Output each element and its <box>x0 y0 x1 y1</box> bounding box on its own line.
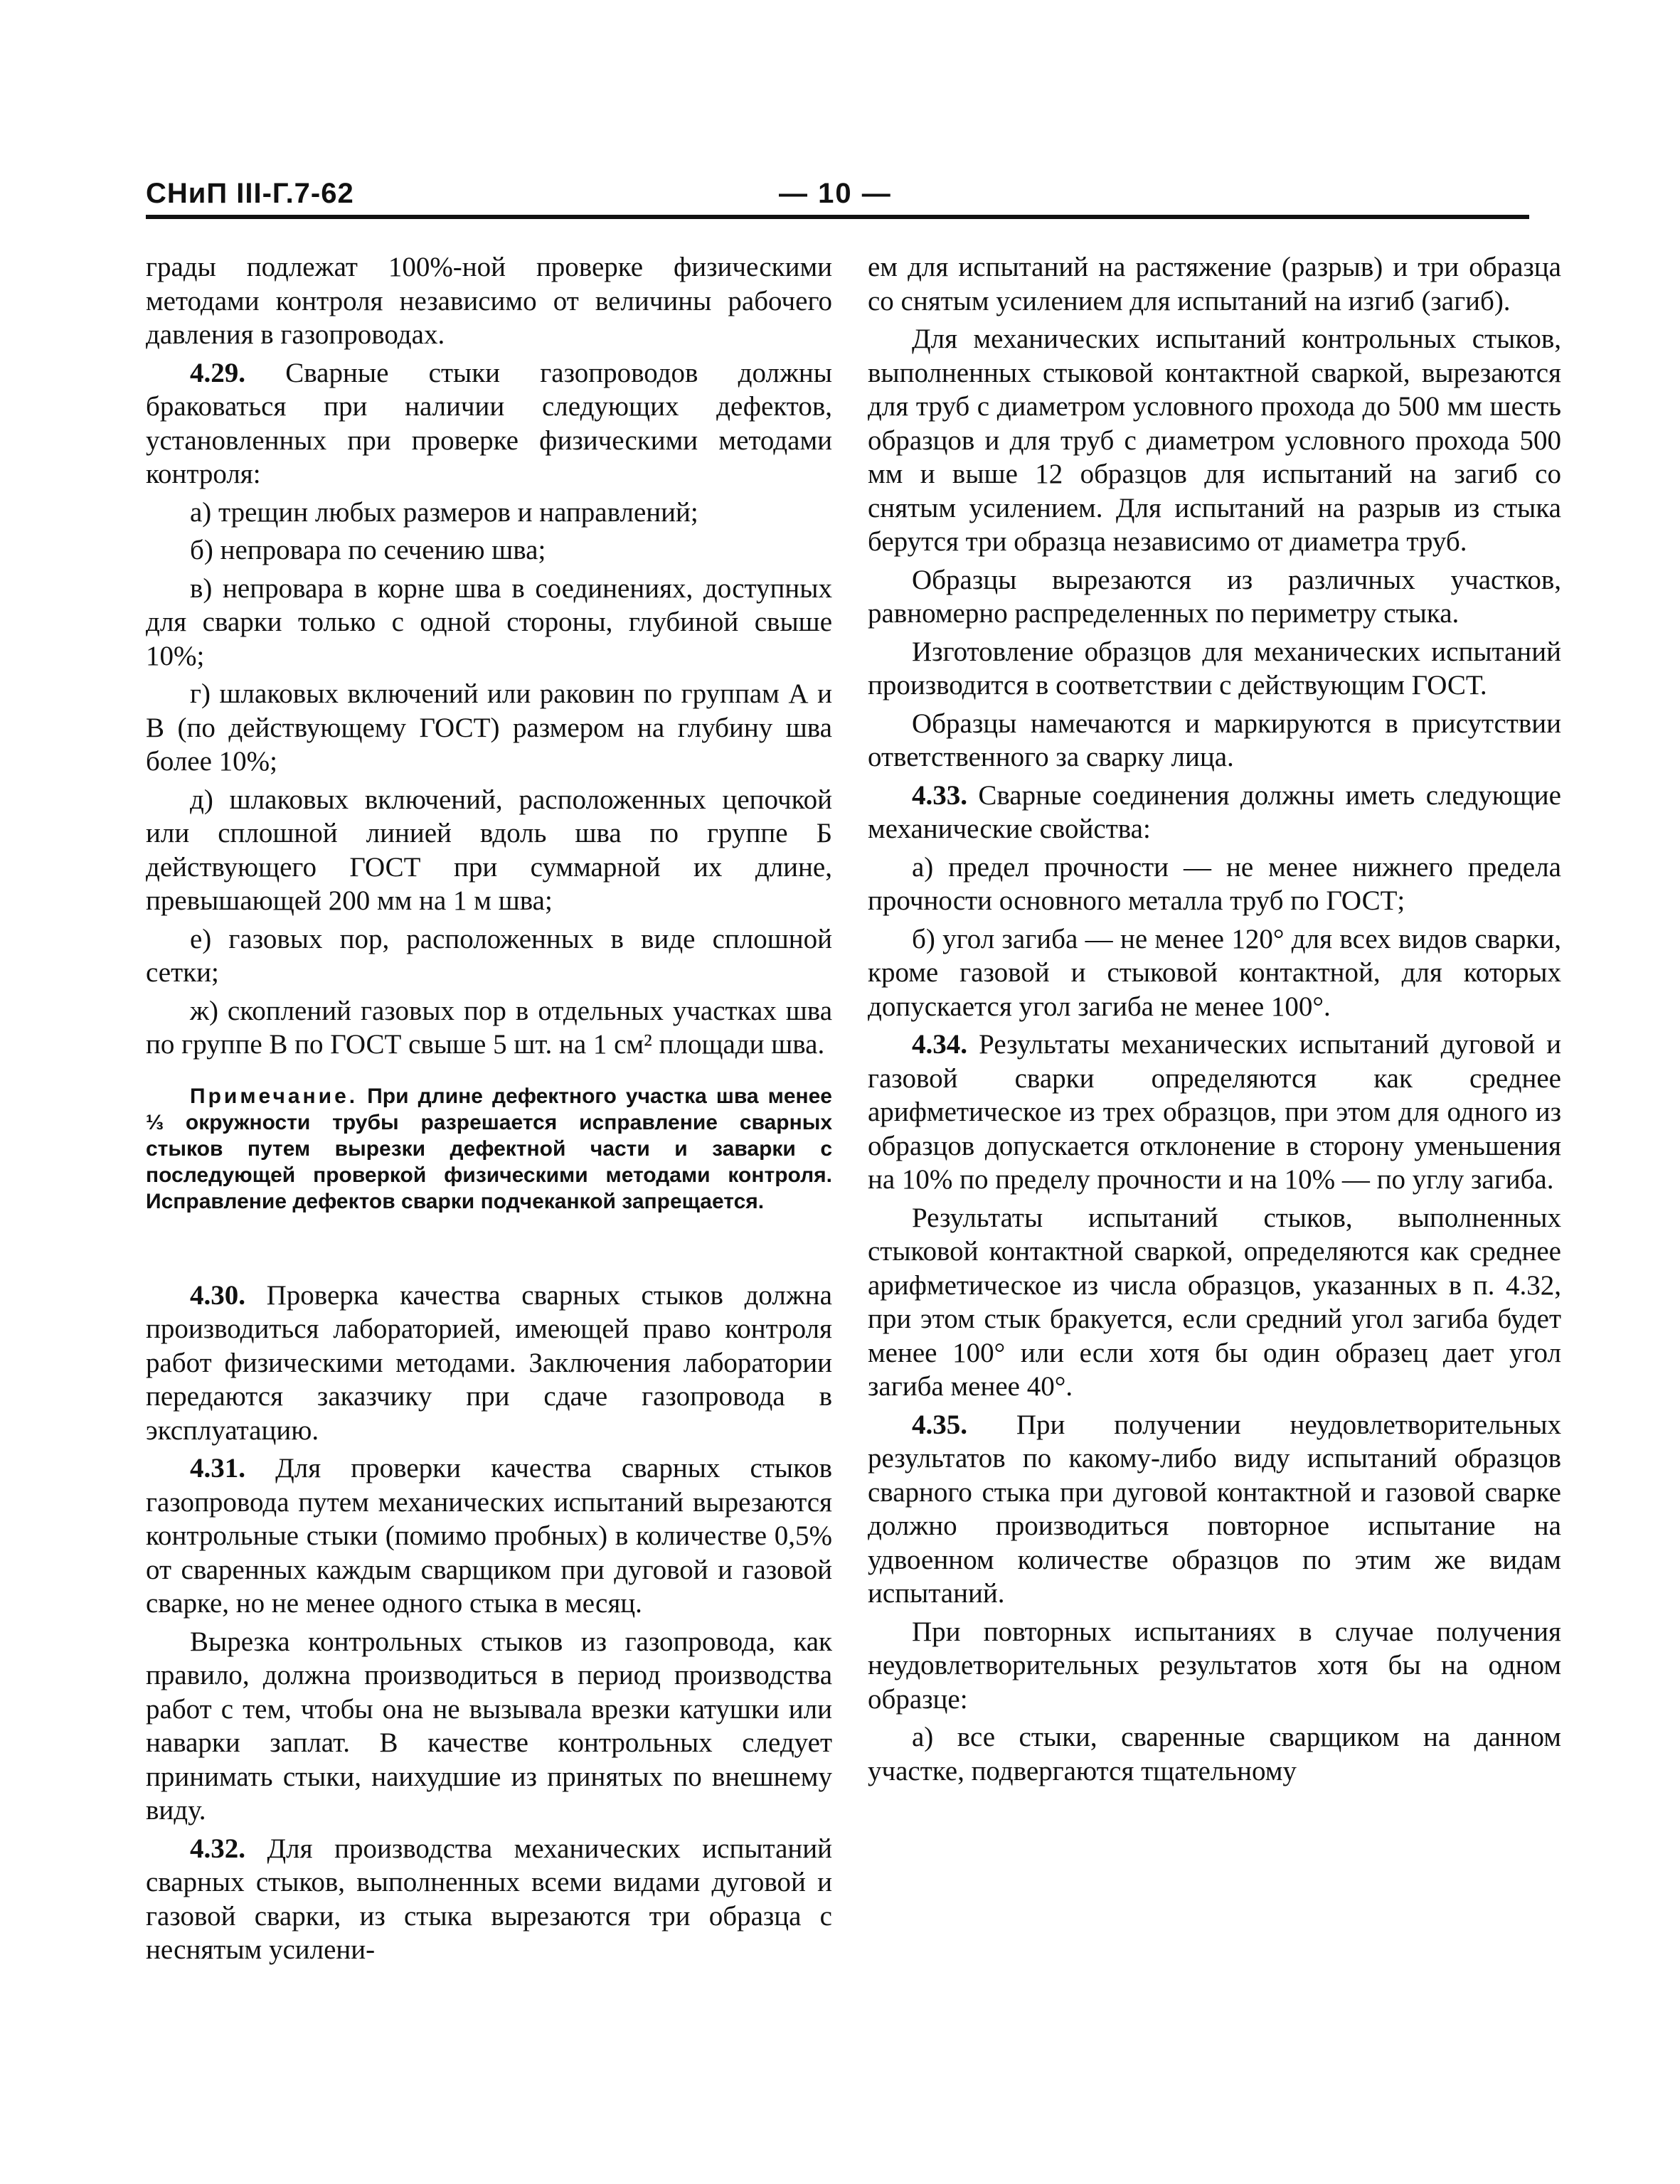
clause-text: Сварные стыки газопроводов должны браковаться при наличии следующих дефектов, установленных при проверке физическими методами контроля: <box>146 357 832 489</box>
right-column <box>868 250 1561 1788</box>
repeat-test-item-a: а) все стыки, сваренные сварщиком на данном участке, подвергаются тщательному <box>868 1722 1561 1786</box>
clause-4-31-continued: Вырезка контрольных стыков из газопровода, как правило, должна производиться в период производства работ с тем, чтобы она не вызывала врезки катушки или наварки заплат. В качестве контрольных следует принимать стыки, наихудшие из принятых по внешнему виду. <box>146 1626 832 1826</box>
clause-4-35 <box>868 1408 1561 1611</box>
note-paragraph <box>146 1083 832 1215</box>
left-column <box>146 250 832 1971</box>
clause-4-35-continued: При повторных испытаниях в случае получения неудовлетворительных результатов хотя бы на одном образце: <box>868 1616 1561 1715</box>
clause-4-33 <box>868 779 1561 846</box>
clause-number: 4.33. <box>912 779 967 811</box>
clause-text: Для проверки качества сварных стыков газопровода путем механических испытаний вырезаются контрольные стыки (помимо пробных) в количестве 0,5% от сваренных каждым сварщиком при дуговой и газовой сварке, но не менее одного стыка в месяц. <box>146 1453 832 1619</box>
clause-4-29 <box>146 356 832 491</box>
clause-number: 4.29. <box>190 357 245 388</box>
clause-number: 4.35. <box>912 1409 967 1440</box>
clause-number: 4.30. <box>190 1279 245 1311</box>
paragraph-sample-manufacture: Изготовление образцов для механических испытаний производится в соответствии с действующим ГОСТ. <box>868 636 1561 701</box>
defect-item-g: г) шлаковых включений или раковин по группам А и В (по действующему ГОСТ) размером на глубину шва более 10%; <box>146 678 832 777</box>
clause-4-31 <box>146 1451 832 1621</box>
clause-4-30 <box>146 1279 832 1448</box>
page-number: — 10 — <box>779 178 892 209</box>
clause-number: 4.32. <box>190 1833 245 1864</box>
clause-text: Для производства механических испытаний сварных стыков, выполненных всеми видами дуговой и газовой сварки, из стыка вырезаются три образца с неснятым усилени- <box>146 1833 832 1965</box>
defect-item-b: б) непровара по сечению шва; <box>190 535 546 565</box>
defect-item-e: е) газовых пор, расположенных в виде сплошной сетки; <box>146 923 832 988</box>
paragraph-sample-marking: Образцы намечаются и маркируются в присутствии ответственного за сварку лица. <box>868 708 1561 772</box>
clause-number: 4.34. <box>912 1029 967 1060</box>
defect-item-zh: ж) скоплений газовых пор в отдельных участках шва по группе В по ГОСТ свыше 5 шт. на 1 см² площади шва. <box>146 995 832 1060</box>
note-label: Примечание. <box>190 1084 358 1108</box>
property-item-b: б) угол загиба — не менее 120° для всех видов сварки, кроме газовой и стыковой контактной, для которых допускается угол загиба не менее 100°. <box>868 923 1561 1022</box>
paragraph-sample-cutting: Образцы вырезаются из различных участков, равномерно распределенных по периметру стыка. <box>868 564 1561 629</box>
clause-number: 4.31. <box>190 1453 245 1483</box>
header-rule <box>146 215 1529 219</box>
paragraph-continued: ем для испытаний на растяжение (разрыв) и три образца со снятым усилением для испытаний на изгиб (загиб). <box>868 252 1561 316</box>
clause-text: При получении неудовлетворительных результатов по какому-либо виду испытаний образцов сварного стыка при дуговой контактной и газовой сварке должно производиться повторное испытание на удвоенном количестве образцов по этим же видам испытаний. <box>868 1409 1561 1609</box>
paragraph-continued: грады подлежат 100%-ной проверке физическими методами контроля независимо от величины рабочего давления в газопроводах. <box>146 252 832 350</box>
defect-item-a: а) трещин любых размеров и направлений; <box>190 496 698 528</box>
note-block <box>146 1083 832 1215</box>
clause-4-34-continued: Результаты испытаний стыков, выполненных стыковой контактной сваркой, определяются как среднее арифметическое из числа образцов, указанных в п. 4.32, при этом стык бракуется, если средний угол загиба будет менее 100° или если хотя бы один образец дает угол загиба менее 40°. <box>868 1202 1561 1402</box>
clause-4-32 <box>146 1832 832 1967</box>
clause-text: Проверка качества сварных стыков должна производиться лабораторией, имеющей право контроля работ физическими методами. Заключения лаборатории передаются заказчику при сдаче газопровода в эксплуатацию. <box>146 1279 832 1446</box>
clause-text: Результаты механических испытаний дуговой и газовой сварки определяются как среднее арифметическое из трех образцов, при этом для одного из образцов допускается отклонение в сторону уменьшения на 10% по пределу прочности и на 10% — по углу загиба. <box>868 1029 1561 1195</box>
defect-item-d: д) шлаковых включений, расположенных цепочкой или сплошной линией вдоль шва по группе Б действующего ГОСТ при суммарной их длине, превышающей 200 мм на 1 м шва; <box>146 784 832 916</box>
paragraph-contact-welding: Для механических испытаний контрольных стыков, выполненных стыковой контактной сваркой, вырезаются для труб с диаметром условного прохода до 500 мм шесть образцов и для труб с диаметром условного прохода 500 мм и выше 12 образцов для испытаний на загиб со снятым усилением. Для испытаний на разрыв из стыка берутся три образца независимо от диаметра труб. <box>868 324 1561 557</box>
clause-text: Сварные соединения должны иметь следующие механические свойства: <box>868 779 1561 844</box>
clause-4-34 <box>868 1028 1561 1197</box>
page-header <box>146 178 1529 220</box>
defect-item-v: в) непровара в корне шва в соединениях, доступных для сварки только с одной стороны, глубиной свыше 10%; <box>146 572 832 671</box>
note-text: При длине дефектного участка шва менее ⅓ окружности трубы разрешается исправление сварных стыков путем вырезки дефектной части и заварки с последующей проверкой физическими методами контроля. Исправление дефектов сварки подчеканкой запрещается. <box>146 1084 832 1213</box>
property-item-a: а) предел прочности — не менее нижнего предела прочности основного металла труб по ГОСТ; <box>868 851 1561 916</box>
document-code: СНиП III-Г.7-62 <box>146 178 354 209</box>
